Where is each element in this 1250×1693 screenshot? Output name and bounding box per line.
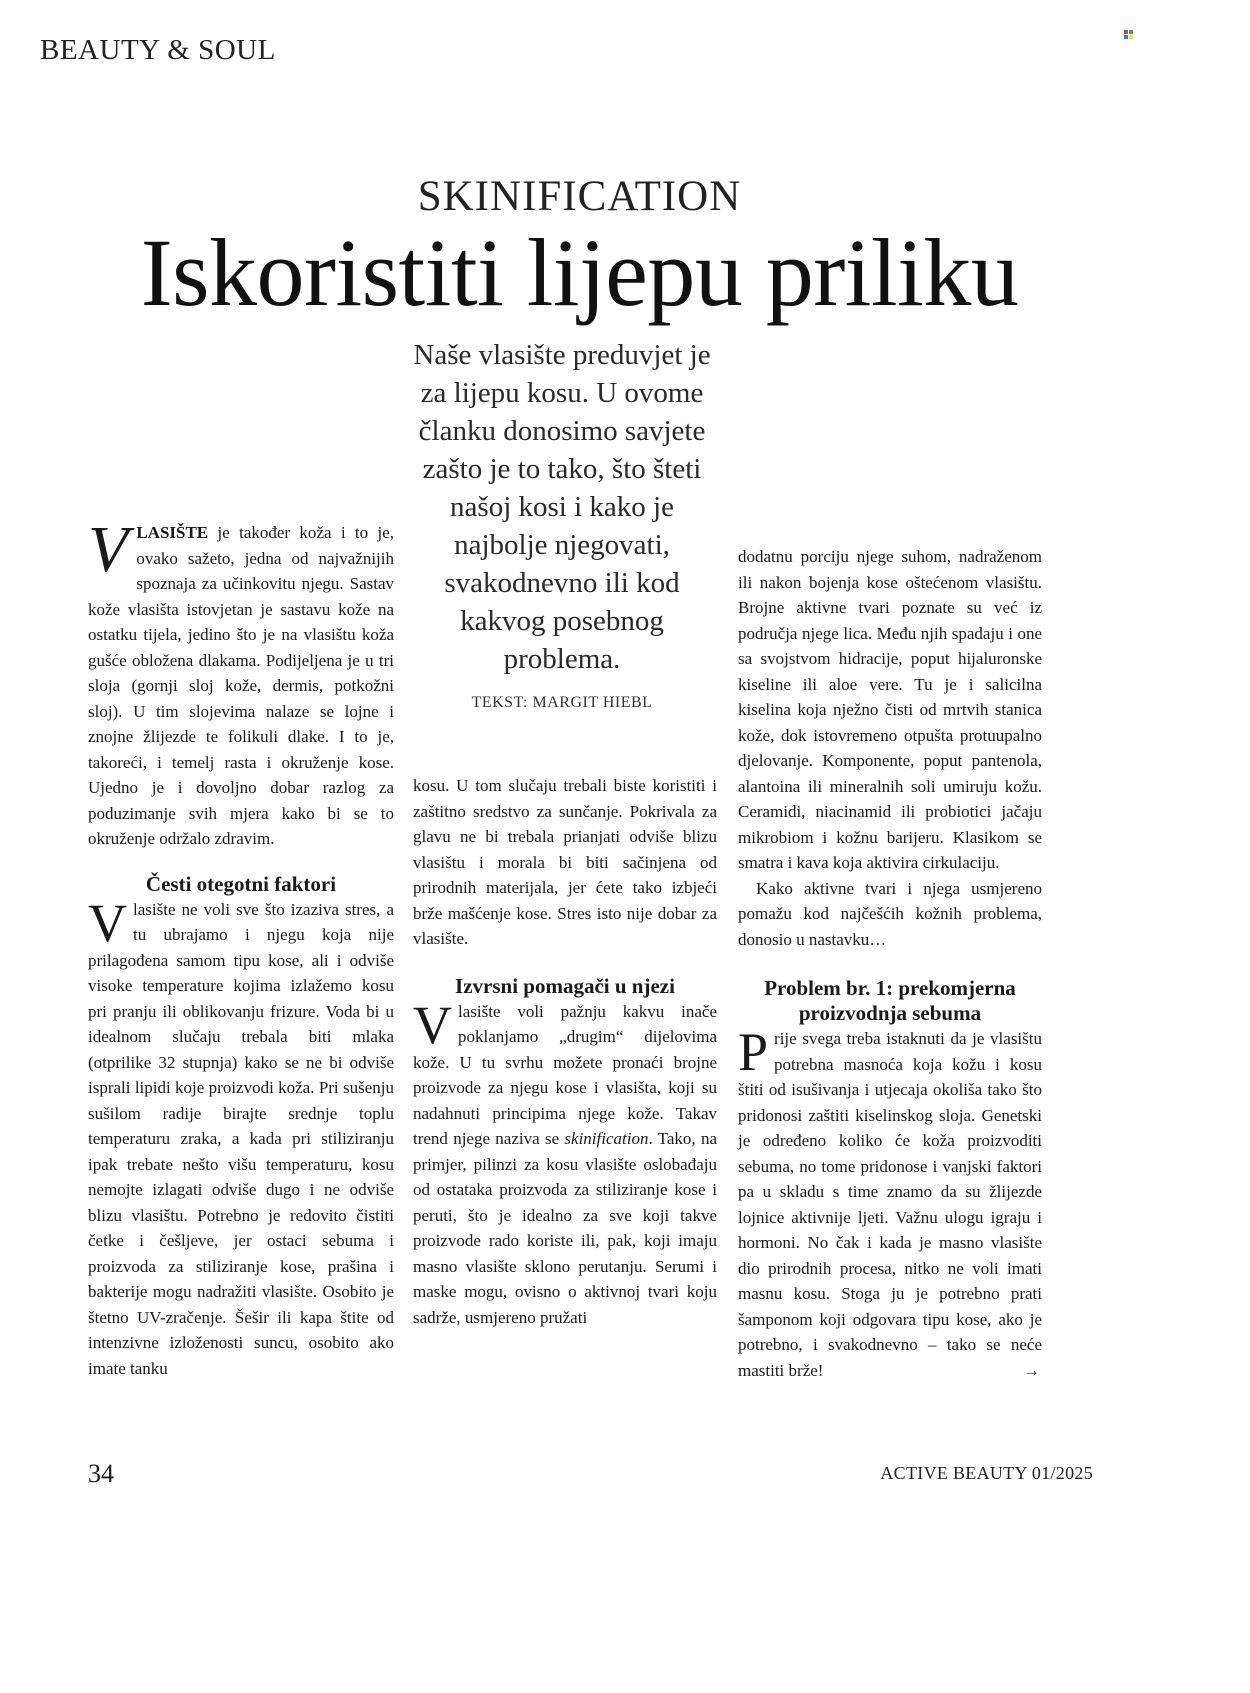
intro-paragraph (88, 513, 394, 852)
body-paragraph (88, 892, 394, 1382)
italic-term: skinification (564, 1129, 649, 1148)
article-lead: Naše vlasište preduvjet je za lijepu kosu. U ovome članku donosimo savjete zašto je to tako, što šteti našoj kosi i kako je najbolje njegovati, svakodnevno ili kod kakvog posebnog problema. (413, 339, 711, 675)
continued-paragraph: dodatnu porciju njege suhom, nadraženom ili nakon bojenja kose oštećenom vlasištu. Brojne aktivne tvari poznate su već iz područja njege lica. Među njih spadaju i one sa svojstvom hidracije, poput hijaluronske kiseline ili aloe vere. Tu je i salicilna kiselina koja nježno čisti od mrtvih stanica kože, dok istovremeno otpušta protuupalno djelovanje. Komponente, poput pantenola, alantoina ili mineralnih soli umiruju kožu. Ceramidi, niacinamid ili probiotici jačaju mikrobiom i kožnu barijeru. Klasikom se smatra i kava koja aktivira cirkulaciju. (738, 547, 1042, 872)
intro-text: je također koža i to je, ovako sažeto, jedna od najvažnijih spoznaja za učinkovitu njegu. Sastav kože vlasišta istovjetan je sastavu kože na ostatku tijela, jedino što je na vlasištu koža gušće obložena dlakama. Podijeljena je u tri sloja (gornji sloj kože, dermis, potkožni sloj). U tim slojevima nalaze se lojne i znojne žlijezde te folikuli dlake. I to je, takoreći, i temelj rasta i okruženje kose. Ujedno je i dovoljno dobar razlog za poduzimanje svih mjera kako bi se to okruženje održalo zdravim. (88, 523, 394, 848)
column-3 (738, 544, 1042, 1383)
column-2 (413, 773, 717, 1330)
continued-paragraph: kosu. U tom slučaju trebali biste koristiti i zaštitno sredstvo za sunčanje. Pokrivala za glavu ne bi trebala prianjati odviše blizu vlasištu i morala bi biti sačinjena od prirodnih materijala, jer ćete tako izbjeći brže mašćenje kose. Stres isto nije dobar za vlasište. (413, 776, 717, 948)
arrow-right-icon: → (1023, 1360, 1040, 1380)
section-heading: Izvrsni pomagači u njezi (455, 973, 675, 998)
drop-cap: P (738, 1022, 769, 1082)
body-text: rije svega treba istaknuti da je vlasištu potrebna masnoća koja kožu i kosu štiti od isušivanja i utjecaja okoliša tako što pridonosi zaštiti kiselinskog sloja. Genetski je određeno koliko će koža proizvoditi sebuma, no tome pridonose i vanjski faktori pa u skladu s time znamo da su žlijezde lojnice aktivnije ljeti. Važnu ulogu igraju i hormoni. No čak i kada je masno vlasište dio prirodnih procesa, nitko ne voli imati masnu kosu. Stoga ju je potrebno prati šamponom koji odgovara tipu kose, ako je potrebno, i svakodnevno – tako se neće mastiti brže! (738, 1029, 1042, 1380)
body-paragraph (738, 1022, 1042, 1383)
article-byline: TEKST: MARGIT HIEBL (471, 694, 653, 711)
body-text: . Tako, na primjer, pilinzi za kosu vlasište oslobađaju od ostataka proizvoda za stiliziranje kose i peruti, što je idealno za sve koji takve proizvode rado koriste ili, pak, koji imaju masno vlasište sklono perutanju. Serumi i maske mogu, ovisno o aktivnoj tvari koju sadrže, usmjereno pružati (413, 1129, 718, 1327)
body-paragraph (413, 994, 718, 1331)
body-text: lasište ne voli sve što izaziva stres, a tu ubrajamo i njegu koja nije prilagođena samom tipu kose, ali i odviše visoke temperature kojima izlažemo kosu pri pranju ili oblikovanju frizure. Voda bi u idealnom slučaju trebala biti mlaka (otprilike 32 stupnja) kako se ne bi odviše isprali lipidi koje proizvodi koža. Pri sušenju sušilom radije birajte srednje toplu temperaturu zraka, a kada pri stiliziranju ipak trebate nešto višu temperaturu, kosu nemojte izlagati odviše dugo i ne odviše blizu vlasištu. Potrebno je redovito čistiti četke i češljeve, jer ostaci sebuma i proizvoda za stiliziranje kose, prašina i bakterije mogu nadražiti vlasište. Osobito je štetno UV-zračenje. Šešir ili kapa štite od intenzivne izloženosti suncu, osobito ako imate tanku (88, 899, 394, 1378)
column-1 (88, 513, 394, 1381)
article-headline: Iskoristiti lijepu priliku (140, 219, 1019, 326)
article-kicker: SKINIFICATION (417, 173, 742, 220)
section-heading: Problem br. 1: prekomjerna proizvodnja sebuma (764, 976, 1016, 1025)
intro-caps: LASIŠTE (136, 523, 209, 542)
publication-title: ACTIVE BEAUTY 01/2025 (880, 1463, 1093, 1483)
body-paragraph: Kako aktivne tvari i njega usmjereno pomažu kod najčešćih kožnih problema, donosio u nastavku… (738, 878, 1042, 949)
section-heading: Česti otegotni faktori (145, 871, 337, 896)
drop-cap: V (88, 513, 129, 586)
body-text: lasište voli pažnju kakvu inače poklanjamo „drugim“ dijelovima kože. U tu svrhu možete pronaći brojne proizvode za njegu kose i vlasišta, koji su nadahnuti principima njege kože. Takav trend njege naziva se (413, 1001, 717, 1148)
drop-cap: V (88, 892, 127, 953)
page-number: 34 (88, 1459, 114, 1488)
color-mark-icon (1124, 30, 1134, 40)
drop-cap: V (413, 994, 452, 1055)
section-label: BEAUTY & SOUL (40, 34, 276, 66)
